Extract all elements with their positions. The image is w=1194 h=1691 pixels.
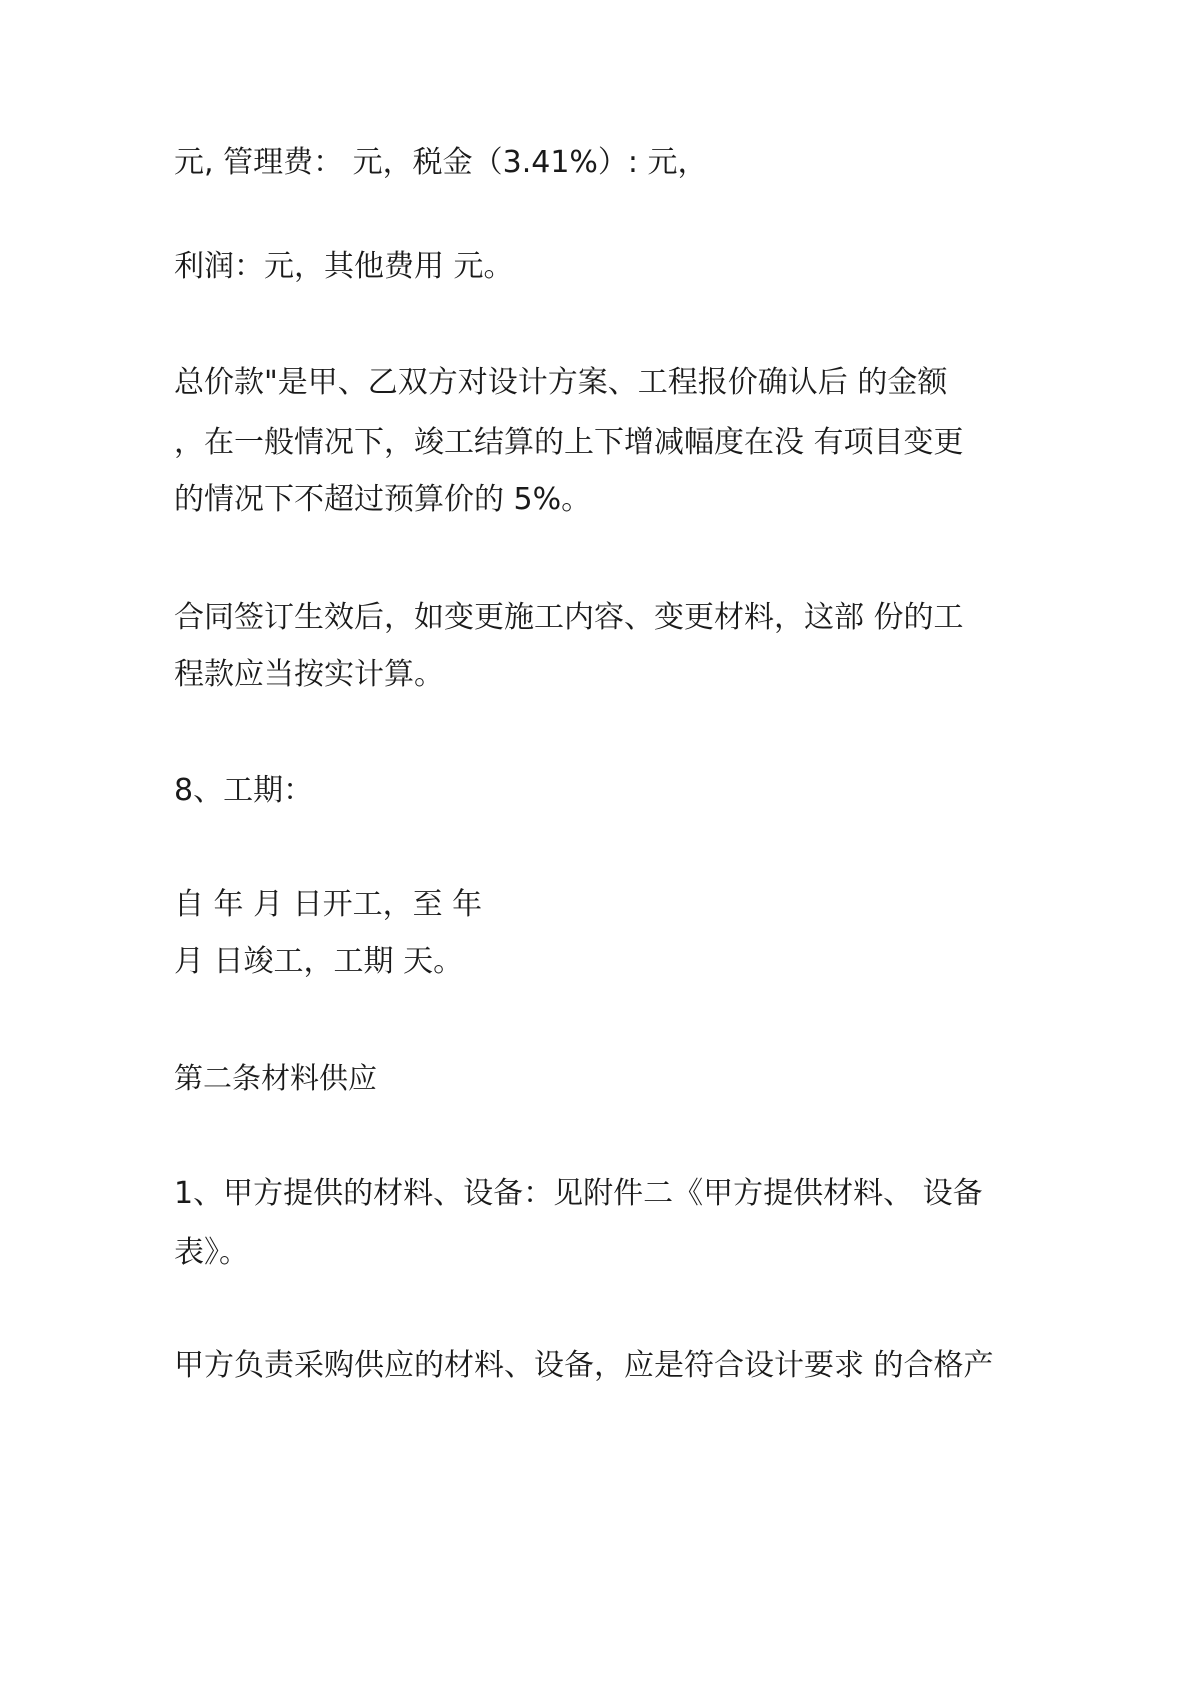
change-clause-line-1: 合同签订生效后，如变更施工内容、变更材料，这部 份的工 xyxy=(174,600,964,635)
materials-clause-line-1: 1、甲方提供的材料、设备：见附件二《甲方提供材料、 设备 xyxy=(174,1176,983,1211)
change-clause-line-2: 程款应当按实计算。 xyxy=(174,657,444,692)
profit-other-fees-line: 利润：元，其他费用 元。 xyxy=(174,249,514,284)
construction-end-line: 月 日竣工，工期 天。 xyxy=(174,944,464,979)
article-two-heading: 第二条材料供应 xyxy=(174,1061,378,1095)
total-price-paragraph-line-3: 的情况下不超过预算价的 5%。 xyxy=(174,482,592,517)
procurement-clause-line-1: 甲方负责采购供应的材料、设备，应是符合设计要求 的合格产 xyxy=(174,1348,994,1383)
materials-clause-line-2: 表》。 xyxy=(174,1235,249,1270)
total-price-paragraph-line-2: ，在一般情况下，竣工结算的上下增减幅度在没 有项目变更 xyxy=(174,425,964,460)
fee-breakdown-line: 元, 管理费： 元，税金（3.41%）: 元， xyxy=(174,145,708,180)
construction-period-heading: 8、工期： xyxy=(174,773,314,808)
construction-start-line: 自 年 月 日开工，至 年 xyxy=(174,887,483,922)
total-price-paragraph-line-1: 总价款"是甲、乙双方对设计方案、工程报价确认后 的金额 xyxy=(174,365,948,400)
